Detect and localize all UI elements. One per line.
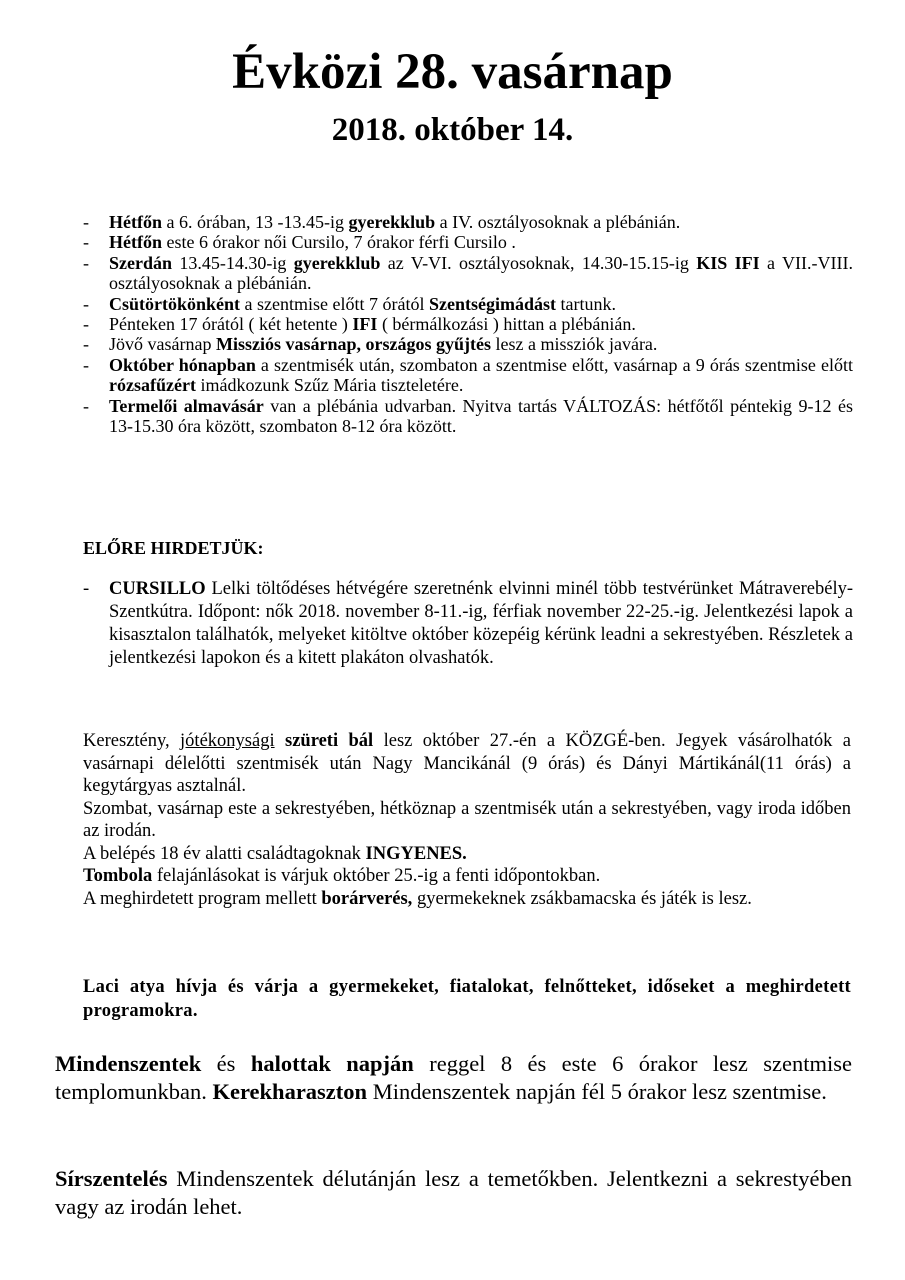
announcement-item <box>83 232 853 252</box>
all-saints-bold: Kerekharaszton <box>212 1078 368 1104</box>
announcement-item <box>83 253 853 294</box>
ball-text: A meghirdetett program mellett <box>83 888 322 909</box>
ball-text: felajánlásokat is várjuk október 25.-ig a fenti időpontokban. <box>152 866 601 886</box>
announcement-bold: gyerekklub <box>293 252 381 273</box>
announcement-text: van a plébánia udvarban. Nyitva tartás VÁLTOZÁS: hétfőtől péntekig 9-12 és 13-15.30 óra között, szombaton 8-12 óra között. <box>109 395 853 437</box>
ball-paragraph <box>83 865 851 888</box>
all-saints-text: reggel 8 és este 6 órakor lesz szentmise templomunkban. <box>55 1051 852 1104</box>
ball-bold: INGYENES. <box>365 843 467 864</box>
announcement-item <box>83 212 853 232</box>
invitation-note: Laci atya hívja és várja a gyermekeket, fiatalokat, felnőtteket, időseket a meghirdetett programokra. <box>83 977 851 1021</box>
announcement-bold: Csütörtökönként <box>109 293 241 314</box>
all-saints-notice <box>55 1050 852 1105</box>
announcement-text: imádkozunk Szűz Mária tiszteletére. <box>195 375 464 396</box>
all-saints-bold: Mindenszentek <box>55 1051 202 1076</box>
announcement-text: az V-VI. osztályosoknak, 14.30-15.15-ig <box>380 252 697 273</box>
announcement-text: tartunk. <box>555 293 616 314</box>
ball-bold: borárverés, <box>321 888 413 909</box>
ball-underlined: jótékonysági <box>180 731 275 751</box>
all-saints-bold: halottak napján <box>250 1051 414 1076</box>
announcement-text: ( bérmálkozási ) hittan a plébánián. <box>377 314 636 335</box>
announcement-text: a IV. osztályosoknak a plébánián. <box>435 212 681 232</box>
announcement-text: a szentmisék után, szombaton a szentmise előtt, vasárnap a 9 órás szentmise előtt <box>255 354 853 375</box>
page-title: Évközi 28. vasárnap <box>232 44 673 100</box>
ball-paragraph <box>83 730 851 798</box>
announcement-bold: KIS IFI <box>696 252 760 273</box>
ball-text: lesz október 27.-én a KÖZGÉ-ben. Jegyek vásárolhatók a vasárnapi délelőtti szentmisék után Nagy Mancikánál (9 órás) és Dányi Mártikánál(11 órás) a kegytárgyas asztalnál. <box>83 731 851 796</box>
announcement-bold: Missziós vasárnap, országos gyűjtés <box>215 334 491 355</box>
announcement-bold: Szentségimádást <box>428 293 556 314</box>
cursillo-item <box>83 578 853 670</box>
ball-bold: Tombola <box>83 866 153 886</box>
announcement-item <box>83 334 853 354</box>
ball-paragraph: Szombat, vasárnap este a sekrestyében, hétköznap a szentmisék után a sekrestyében, vagy iroda időben az irodán. <box>83 798 851 841</box>
announcement-item <box>83 314 853 334</box>
announcement-item <box>83 396 853 437</box>
preview-list <box>83 578 853 670</box>
announcement-bold: IFI <box>352 314 378 335</box>
ball-text: A belépés 18 év alatti családtagoknak <box>83 843 366 864</box>
grave-blessing-text: Mindenszentek délutánján lesz a temetőkben. Jelentkezni a sekrestyében vagy az irodán lehet. <box>55 1166 852 1219</box>
preview-heading: ELŐRE HIRDETJÜK: <box>83 538 264 558</box>
announcement-bold: gyerekklub <box>348 212 436 232</box>
announcement-text: a VII.-VIII. osztályosoknak a plébánián. <box>109 252 853 294</box>
announcement-text: este 6 órakor női Cursilo, 7 órakor férfi Cursilo . <box>162 232 516 253</box>
ball-paragraph <box>83 843 851 866</box>
announcement-bold: Október hónapban <box>109 354 256 375</box>
ball-bold: szüreti bál <box>285 731 374 751</box>
ball-text: gyermekeknek zsákbamacska és játék is lesz. <box>412 888 752 909</box>
announcement-bold: Termelői almavásár <box>109 395 264 416</box>
all-saints-text: és <box>201 1051 251 1076</box>
grave-blessing-notice <box>55 1165 852 1220</box>
announcement-bold: Szerdán <box>109 252 172 273</box>
announcement-list <box>83 212 853 436</box>
harvest-ball-notice <box>83 730 851 910</box>
ball-paragraph <box>83 888 851 911</box>
cursillo-label: CURSILLO <box>109 579 206 599</box>
announcement-bold: rózsafűzért <box>109 375 196 396</box>
announcement-item <box>83 294 853 314</box>
announcement-text: a 6. órában, 13 -13.45-ig <box>162 212 349 232</box>
ball-text: Keresztény, <box>83 731 181 751</box>
announcement-bold: Hétfőn <box>109 232 162 253</box>
announcement-bold: Hétfőn <box>109 212 162 232</box>
grave-blessing-bold: Sírszentelés <box>55 1166 168 1191</box>
page-date: 2018. október 14. <box>331 112 574 148</box>
announcement-item <box>83 355 853 396</box>
cursillo-text: Lelki töltődéses hétvégére szeretnénk elvinni minél több testvérünket Mátraverebély-Szentkútra. Időpont: nők 2018. november 8-11.-ig, férfiak november 22-25.-ig. Jelentkezési lapok a kisasztalon találhatók, melyeket kitöltve október közepéig kérünk leadni a sekrestyében. Részletek a jelentkezési lapokon és a kitett plakáton olvashatók. <box>109 579 853 668</box>
announcement-text: Jövő vasárnap <box>109 334 216 355</box>
announcement-text: 13.45-14.30-ig <box>172 252 294 273</box>
announcement-text: a szentmise előtt 7 órától <box>240 293 429 314</box>
all-saints-text: Mindenszentek napján fél 5 órakor lesz szentmise. <box>367 1078 827 1104</box>
announcement-text: lesz a missziók javára. <box>490 334 658 355</box>
announcement-text: Pénteken 17 órától ( két hetente ) <box>109 314 353 335</box>
